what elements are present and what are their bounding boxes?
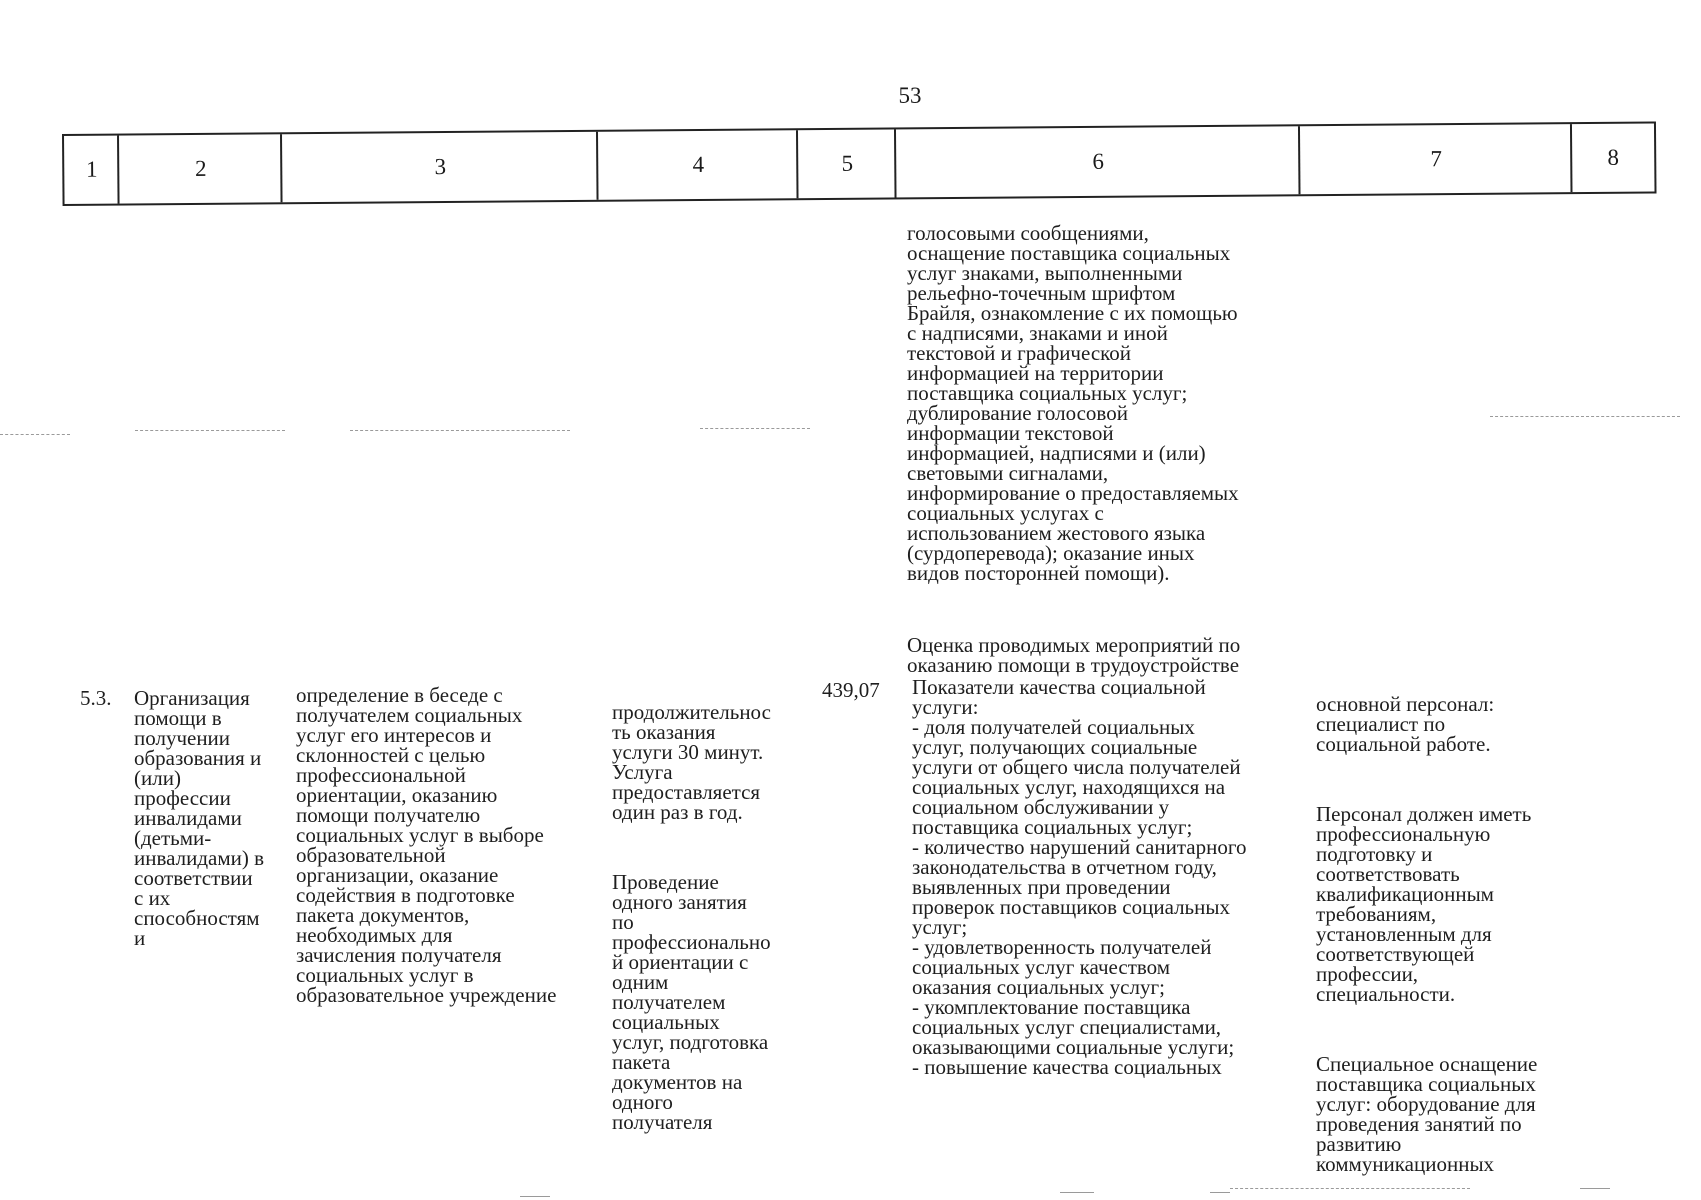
continuation-col6-assessment: Оценка проводимых мероприятий по оказанию помощи в трудоустройстве [907, 633, 1241, 677]
header-cell-7: 7 [1298, 124, 1573, 194]
scan-artifact [700, 428, 810, 430]
scan-artifact [135, 430, 285, 432]
scan-artifact [1490, 416, 1680, 418]
header-cell-2: 2 [117, 134, 283, 203]
scan-artifact [1580, 1188, 1610, 1190]
staff-text-3: Специальное оснащение поставщика социальных услуг: оборудование для проведения занятий по развитию коммуникационных [1316, 1052, 1538, 1176]
scan-artifact [350, 430, 570, 432]
header-cell-6: 6 [894, 126, 1301, 197]
service-name: Организация помощи в получении образования и (или) профессии инвалидами (детьми- инвалидами) в соответствии с их способностям и [134, 686, 265, 950]
header-cell-3: 3 [280, 132, 599, 202]
header-cell-8: 8 [1570, 123, 1657, 192]
header-cell-1: 1 [62, 136, 120, 204]
continuation-col6-text: голосовыми сообщениями, оснащение поставщика социальных услуг знаками, выполненными рельефно-точечным шрифтом Брайля, ознакомление с их помощью с надписями, знаками и иной текстовой и графической информацией на территории поставщика социальных услуг; дублирование голосовой информации текстовой информацией, надписями и (или) световыми сигналами, информирование о предоставляемых социальных услугах с использованием жестового языка (сурдоперевода); оказание иных видов посторонней помощи). [907, 221, 1239, 585]
quality-indicators: Показатели качества социальной услуги: - доля получателей социальных услуг, получающих социальные услуги от общего числа получателей социальных услуг, находящихся на социальном обслуживании у поставщика социальных услуг; - количество нарушений санитарного законодательства в отчетном году, выявленных при проведении проверок поставщиков социальных услуг; - удовлетворенность получателей социальных услуг качеством оказания социальных услуг; - укомплектование поставщика социальных услуг специалистами, оказывающими социальные услуги; - повышение качества социальных [912, 675, 1247, 1079]
staff-requirements [1316, 674, 1616, 1194]
scan-artifact [520, 1196, 550, 1198]
header-cell-4: 4 [596, 130, 799, 200]
scan-artifact [1230, 1188, 1470, 1190]
row-number: 5.3. [80, 686, 112, 710]
page-number: 53 [898, 83, 922, 108]
scan-artifact [1210, 1192, 1230, 1194]
table-header-row [62, 121, 1657, 206]
scan-artifact [0, 434, 70, 436]
continuation-col6 [907, 203, 1317, 695]
service-description: определение в беседе с получателем социальных услуг его интересов и склонностей с целью профессиональной ориентации, оказанию помощи получателю социальных услуг в выборе образовательной организации, оказание содействия в подготовке пакета документов, необходимых для зачисления получателя социальных услуг в образовательное учреждение [296, 683, 557, 1007]
scan-artifact [1060, 1192, 1094, 1194]
tariff-value: 439,07 [822, 678, 880, 702]
staff-text-1: основной персонал: специалист по социальной работе. [1316, 692, 1495, 756]
duration-text-1: продолжительнос ть оказания услуги 30 минут. Услуга предоставляется один раз в год. [612, 700, 771, 824]
duration-text-2: Проведение одного занятия по профессионально й ориентации с одним получателем социальных услуг, подготовка пакета документов на одного получателя [612, 870, 771, 1134]
header-cell-5: 5 [796, 129, 897, 198]
staff-text-2: Персонал должен иметь профессиональную подготовку и соответствовать квалификационным требованиям, установленным для соответствующей профессии, специальности. [1316, 802, 1532, 1006]
service-duration [612, 682, 822, 1152]
